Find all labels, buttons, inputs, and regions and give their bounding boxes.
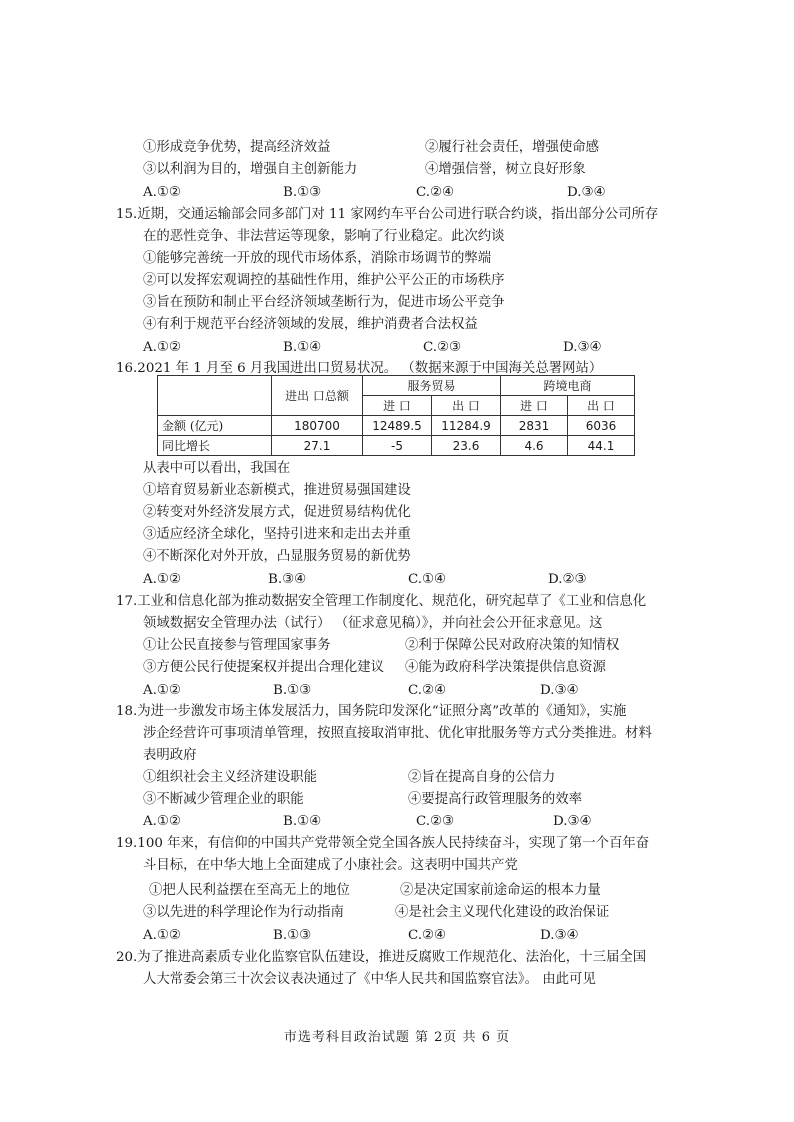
q15-choice-1: ①能够完善统一开放的现代市场体系，消除市场调节的弊端 xyxy=(143,251,492,266)
q15-stem-2: 在的恶性竞争、非法营运等现象，影响了行业稳定。此次约谈 xyxy=(143,229,505,244)
q15-stem-1: 15.近期，交通运输部会同多部门对 11 家网约车平台公司进行联合约谈，指出部分公司所存 xyxy=(116,207,659,222)
q18-option-a[interactable]: A.①② xyxy=(143,814,181,829)
q17-choice-4: ④能为政府科学决策提供信息资源 xyxy=(405,660,606,675)
q19-choice-3: ③以先进的科学理论作为行动指南 xyxy=(143,905,344,920)
q14-choice-2: ②履行社会责任，增强使命感 xyxy=(425,140,600,155)
table-cell: 44.1 xyxy=(568,436,635,456)
q18-option-c[interactable]: C.②③ xyxy=(416,814,455,829)
q17-stem-1: 17.工业和信息化部为推动数据安全管理工作制度化、规范化，研究起草了《工业和信息化 xyxy=(116,594,647,609)
table-sub-2: 出 口 xyxy=(432,396,501,416)
table-head-ecom: 跨境电商 xyxy=(501,376,635,396)
q14-option-c[interactable]: C.②④ xyxy=(416,185,455,200)
q16-choice-3: ③适应经济全球化，坚持引进来和走出去并重 xyxy=(143,527,411,542)
q15-choice-3: ③旨在预防和制止平台经济领域垄断行为，促进市场公平竞争 xyxy=(143,295,505,310)
q17-option-d[interactable]: D.③④ xyxy=(540,683,579,698)
q18-stem-2: 涉企经营许可事项清单管理，按照直接取消审批、优化审批服务等方式分类推进。材料 xyxy=(143,726,652,741)
table-sub-4: 出 口 xyxy=(568,396,635,416)
q16-choice-1: ①培育贸易新业态新模式，推进贸易强国建设 xyxy=(143,483,411,498)
q14-choice-4: ④增强信誉，树立良好形象 xyxy=(425,162,586,177)
table-sub-1: 进 口 xyxy=(363,396,432,416)
q18-stem-1: 18.为进一步激发市场主体发展活力，国务院印发深化“证照分离”改革的《通知》，实施 xyxy=(116,704,627,719)
q17-choice-2: ②利于保障公民对政府决策的知情权 xyxy=(405,638,620,653)
table-row-label: 金额 (亿元) xyxy=(158,416,272,436)
q14-choice-1: ①形成竞争优势，提高经济效益 xyxy=(143,140,331,155)
q19-stem-2: 斗目标，在中华大地上全面建成了小康社会。这表明中国共产党 xyxy=(143,858,518,873)
q16-option-a[interactable]: A.①② xyxy=(143,572,181,587)
q19-stem-1: 19.100 年来，有信仰的中国共产党带领全党全国各族人民持续奋斗，实现了第一个百年奋 xyxy=(116,836,650,851)
trade-table xyxy=(157,375,635,456)
q20-stem-1: 20.为了推进高素质专业化监察官队伍建设，推进反腐败工作规范化、法治化，十三届全国 xyxy=(116,950,647,965)
table-row-label: 同比增长 xyxy=(158,436,272,456)
table-head-service: 服务贸易 xyxy=(363,376,501,396)
table-cell: 2831 xyxy=(501,416,568,436)
q15-choice-2: ②可以发挥宏观调控的基础性作用，维护公平公正的市场秩序 xyxy=(143,273,505,288)
q19-choice-2: ②是决定国家前途命运的根本力量 xyxy=(400,883,601,898)
q17-option-b[interactable]: B.①③ xyxy=(273,683,312,698)
q19-option-b[interactable]: B.①③ xyxy=(273,928,312,943)
table-row xyxy=(158,436,635,456)
table-cell: -5 xyxy=(363,436,432,456)
q15-option-d[interactable]: D.③④ xyxy=(563,340,602,355)
table-head-total: 进出 口总额 xyxy=(272,376,363,416)
q18-stem-3: 表明政府 xyxy=(143,748,197,763)
table-cell: 12489.5 xyxy=(363,416,432,436)
table-corner xyxy=(158,376,272,416)
q19-option-c[interactable]: C.②④ xyxy=(408,928,447,943)
q20-stem-2: 人大常委会第三十次会议表决通过了《中华人民共和国监察官法》。 由此可见 xyxy=(143,972,596,987)
table-cell: 4.6 xyxy=(501,436,568,456)
q17-choice-3: ③方便公民行使提案权并提出合理化建议 xyxy=(143,660,385,675)
q18-choice-2: ②旨在提高自身的公信力 xyxy=(408,770,556,785)
q19-option-a[interactable]: A.①② xyxy=(143,928,181,943)
q15-option-c[interactable]: C.②③ xyxy=(423,340,462,355)
q16-option-b[interactable]: B.③④ xyxy=(268,572,307,587)
q14-choice-3: ③以利润为目的，增强自主创新能力 xyxy=(143,162,358,177)
page-footer: 市选考科目政治试题 第 2页 共 6 页 xyxy=(283,1030,511,1045)
q16-choice-4: ④不断深化对外开放，凸显服务贸易的新优势 xyxy=(143,549,411,564)
q18-choice-3: ③不断减少管理企业的职能 xyxy=(143,792,304,807)
q18-option-b[interactable]: B.①④ xyxy=(283,814,322,829)
table-sub-3: 进 口 xyxy=(501,396,568,416)
q17-stem-2: 领域数据安全管理办法（试行） （征求意见稿）》，并向社会公开征求意见。这 xyxy=(143,616,603,631)
q14-option-a[interactable]: A.①② xyxy=(143,185,181,200)
table-cell: 180700 xyxy=(272,416,363,436)
q16-stem: 16.2021 年 1 月至 6 月我国进出口贸易状况。 （数据来源于中国海关总署网站） xyxy=(116,361,603,376)
q19-choice-4: ④是社会主义现代化建设的政治保证 xyxy=(395,905,610,920)
q15-option-a[interactable]: A.①② xyxy=(143,340,181,355)
q19-choice-1: ①把人民利益摆在至高无上的地位 xyxy=(149,883,350,898)
q16-option-c[interactable]: C.①④ xyxy=(408,572,447,587)
q17-choice-1: ①让公民直接参与管理国家事务 xyxy=(143,638,331,653)
q17-option-a[interactable]: A.①② xyxy=(143,683,181,698)
q19-option-d[interactable]: D.③④ xyxy=(540,928,579,943)
table-cell: 27.1 xyxy=(272,436,363,456)
q18-option-d[interactable]: D.③④ xyxy=(553,814,592,829)
table-cell: 6036 xyxy=(568,416,635,436)
q18-choice-4: ④要提高行政管理服务的效率 xyxy=(408,792,583,807)
q18-choice-1: ①组织社会主义经济建设职能 xyxy=(143,770,318,785)
q14-option-b[interactable]: B.①③ xyxy=(283,185,322,200)
q16-choice-2: ②转变对外经济发展方式，促进贸易结构优化 xyxy=(143,505,411,520)
q16-option-d[interactable]: D.②③ xyxy=(548,572,587,587)
q16-lead: 从表中可以看出，我国在 xyxy=(143,461,291,476)
q15-option-b[interactable]: B.①④ xyxy=(283,340,322,355)
q17-option-c[interactable]: C.②④ xyxy=(408,683,447,698)
q14-option-d[interactable]: D.③④ xyxy=(567,185,606,200)
table-row xyxy=(158,416,635,436)
table-cell: 11284.9 xyxy=(432,416,501,436)
table-cell: 23.6 xyxy=(432,436,501,456)
q15-choice-4: ④有利于规范平台经济领域的发展，维护消费者合法权益 xyxy=(143,317,478,332)
